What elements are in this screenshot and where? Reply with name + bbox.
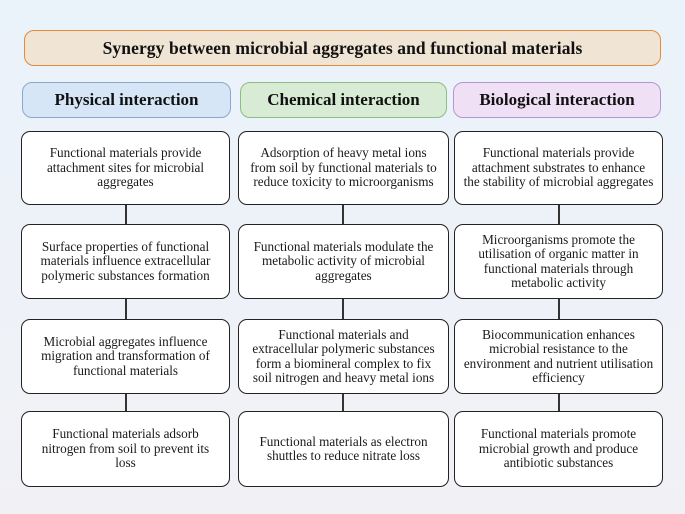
physical-item-4 <box>21 411 230 487</box>
header-biological-interaction: Biological interaction <box>453 82 661 118</box>
item-text: Microbial aggregates influence migration and transformation of functional materials <box>41 333 210 378</box>
physical-item-1 <box>21 131 230 205</box>
connector-line <box>558 205 560 224</box>
biological-item-4 <box>454 411 663 487</box>
connector-line <box>558 299 560 319</box>
item-text: Biocommunication enhances microbial resistance to the environment and nutrient utilisation efficiency <box>463 326 654 385</box>
chemical-item-3 <box>238 319 449 394</box>
item-text: Functional materials modulate the metabolic activity of microbial aggregates <box>253 238 434 283</box>
biological-item-3 <box>454 319 663 394</box>
connector-line <box>342 394 344 411</box>
chemical-item-2 <box>238 224 449 299</box>
chemical-item-4 <box>238 411 449 487</box>
header-physical-interaction: Physical interaction <box>22 82 231 118</box>
item-text: Surface properties of functional materials influence extracellular polymeric substances formation <box>40 238 211 283</box>
item-text: Adsorption of heavy metal ions from soil by functional materials to reduce toxicity to microorganisms <box>250 145 437 190</box>
biological-item-2 <box>454 224 663 299</box>
item-text: Microorganisms promote the utilisation of organic matter in functional materials through metabolic activity <box>478 231 639 290</box>
item-text: Functional materials provide attachment sites for microbial aggregates <box>46 145 205 190</box>
item-text: Functional materials promote microbial growth and produce antibiotic substances <box>478 426 639 471</box>
physical-item-2 <box>21 224 230 299</box>
connector-line <box>342 299 344 319</box>
connector-line <box>558 394 560 411</box>
connector-line <box>342 205 344 224</box>
connector-line <box>125 394 127 411</box>
physical-item-3 <box>21 319 230 394</box>
diagram-title: Synergy between microbial aggregates and functional materials <box>24 30 661 66</box>
item-text: Functional materials provide attachment substrates to enhance the stability of microbial aggregates <box>463 145 654 190</box>
item-text: Functional materials as electron shuttles to reduce nitrate loss <box>259 433 428 463</box>
biological-item-1 <box>454 131 663 205</box>
item-text: Functional materials and extracellular polymeric substances form a biomineral complex to fix soil nitrogen and heavy metal ions <box>252 326 435 385</box>
connector-line <box>125 205 127 224</box>
chemical-item-1 <box>238 131 449 205</box>
connector-line <box>125 299 127 319</box>
header-chemical-interaction: Chemical interaction <box>240 82 447 118</box>
item-text: Functional materials adsorb nitrogen from soil to prevent its loss <box>41 426 210 471</box>
